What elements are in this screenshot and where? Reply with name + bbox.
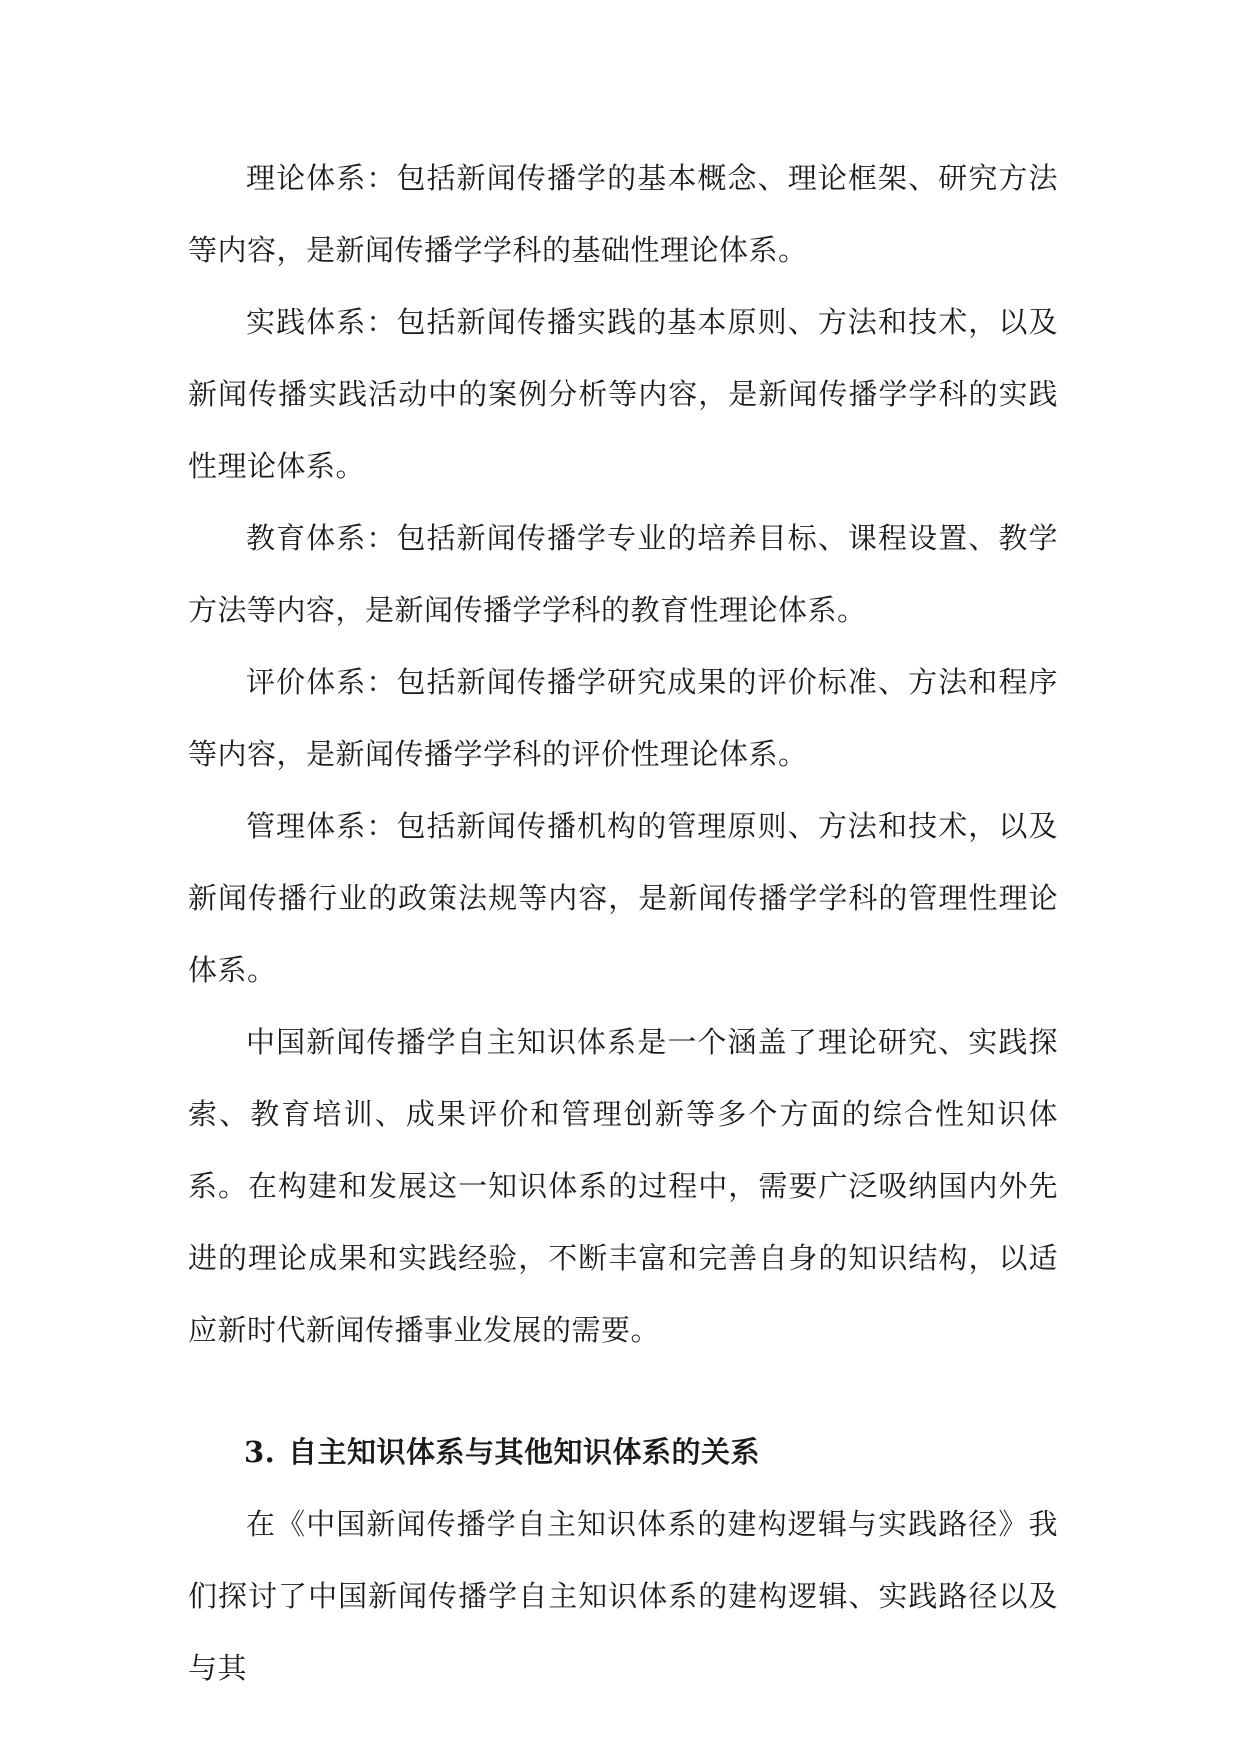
paragraph-theory-system: 理论体系：包括新闻传播学的基本概念、理论框架、研究方法等内容，是新闻传播学学科的基础性理论体系。 bbox=[188, 161, 1058, 267]
paragraph-management-system: 管理体系：包括新闻传播机构的管理原则、方法和技术，以及新闻传播行业的政策法规等内容，是新闻传播学学科的管理性理论体系。 bbox=[188, 809, 1058, 987]
section-title: 自主知识体系与其他知识体系的关系 bbox=[288, 1435, 761, 1469]
paragraph-education-system: 教育体系：包括新闻传播学专业的培养目标、课程设置、教学方法等内容，是新闻传播学学科的教育性理论体系。 bbox=[188, 521, 1058, 627]
document-body bbox=[188, 142, 1058, 1704]
section-heading bbox=[188, 1416, 1058, 1488]
paragraph-practice-system: 实践体系：包括新闻传播实践的基本原则、方法和技术，以及新闻传播实践活动中的案例分析等内容，是新闻传播学学科的实践性理论体系。 bbox=[188, 305, 1058, 483]
paragraph-evaluation-system: 评价体系：包括新闻传播学研究成果的评价标准、方法和程序等内容，是新闻传播学学科的评价性理论体系。 bbox=[188, 665, 1058, 771]
section-number: 3. bbox=[244, 1435, 276, 1469]
paragraph-section-intro: 在《中国新闻传播学自主知识体系的建构逻辑与实践路径》我们探讨了中国新闻传播学自主知识体系的建构逻辑、实践路径以及与其 bbox=[188, 1507, 1058, 1685]
paragraph-summary: 中国新闻传播学自主知识体系是一个涵盖了理论研究、实践探索、教育培训、成果评价和管理创新等多个方面的综合性知识体系。在构建和发展这一知识体系的过程中，需要广泛吸纳国内外先进的理论成果和实践经验，不断丰富和完善自身的知识结构，以适应新时代新闻传播事业发展的需要。 bbox=[188, 1025, 1058, 1347]
